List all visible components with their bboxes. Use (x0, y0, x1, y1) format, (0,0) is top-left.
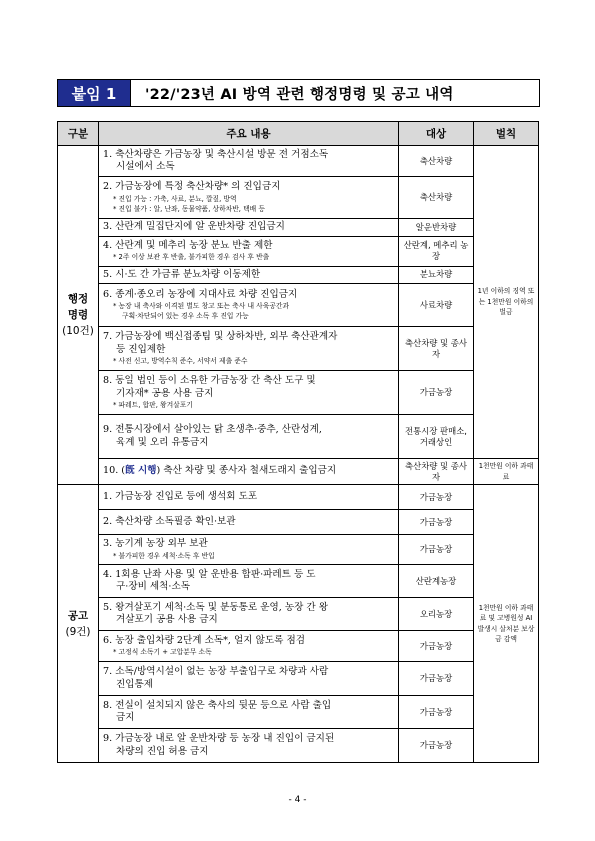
table-row (58, 236, 539, 266)
table-row (58, 510, 539, 535)
notice-target-9: 가금농장 (399, 729, 474, 763)
header-category: 구분 (58, 122, 99, 146)
admin-item-7: 7. 가금농장에 백신접종팀 및 상하차반, 외부 축산관계자 등 진입제한 * 사전 신고, 방역수칙 준수, 서약서 제출 준수 (99, 327, 399, 371)
admin-item-5: 5. 시·도 간 가금류 분뇨차량 이동제한 (99, 266, 399, 284)
notice-penalty: 1천만원 이하 과태료 및 고병원성 AI 발생시 살처분 보상금 감액 (474, 485, 539, 763)
admin-target-6: 사료차량 (399, 284, 474, 327)
table-row (58, 459, 539, 485)
table-row (58, 485, 539, 510)
category-admin (58, 146, 99, 485)
table-row (58, 371, 539, 415)
table-row (58, 729, 539, 763)
table-row (58, 146, 539, 177)
table-row (58, 327, 539, 371)
table-row (58, 219, 539, 237)
admin-item-10: 10. (旣 시행) 축산 차량 및 종사자 철새도래지 출입금지 (99, 459, 399, 485)
notice-item-1: 1. 가금농장 진입로 등에 생석회 도포 (99, 485, 399, 510)
attachment-badge: 붙임 1 (58, 80, 131, 106)
admin-item-9: 9. 전통시장에서 살아있는 닭 초생추·중추, 산란성계, 육계 및 오리 유통금지 (99, 415, 399, 459)
table-row (58, 284, 539, 327)
admin-item-2: 2. 가금농장에 특정 축산차량* 의 진입금지 * 진입 가능 : 가축, 사료, 분뇨, 깔짚, 방역 * 진입 불가 : 알, 난좌, 동물약품, 상하차반, 택배 등 (99, 177, 399, 219)
header-target: 대상 (399, 122, 474, 146)
table-row (58, 266, 539, 284)
table-row (58, 535, 539, 565)
table-row (58, 598, 539, 631)
category-notice-line1: 공고 (67, 609, 89, 622)
admin-item-6: 6. 종계·종오리 농장에 지대사료 차량 진입금지 * 농장 내 축사와 이격된 별도 창고 또는 축사 내 사육공간과 구획·차단되어 있는 경우 소독 후 진입 가능 (99, 284, 399, 327)
notice-item-7: 7. 소독/방역시설이 없는 농장 부출입구로 차량과 사람 진입통제 (99, 662, 399, 696)
admin-target-1: 축산차량 (399, 146, 474, 177)
page-title: '22/'23년 AI 방역 관련 행정명령 및 공고 내역 (145, 86, 454, 103)
category-notice-count: (9건) (65, 625, 91, 638)
already-implemented-tag: 旣 시행 (125, 465, 157, 477)
table-row (58, 631, 539, 662)
table-row (58, 662, 539, 696)
category-admin-count: (10건) (62, 325, 94, 337)
category-admin-line1: 행정 (67, 293, 89, 305)
notice-item-3: 3. 농기계 농장 외부 보관 * 불가피한 경우 세척·소독 후 반입 (99, 535, 399, 565)
category-admin-line2: 명령 (67, 309, 89, 321)
title-box (57, 79, 540, 107)
admin-item-3: 3. 산란계 밀집단지에 알 운반차량 진입금지 (99, 219, 399, 237)
notice-item-2: 2. 축산차량 소독필증 확인·보관 (99, 510, 399, 535)
admin-target-4: 산란계, 메추리 농장 (399, 236, 474, 266)
admin-target-5: 분뇨차량 (399, 266, 474, 284)
admin-target-8: 가금농장 (399, 371, 474, 415)
notice-target-5: 오리농장 (399, 598, 474, 631)
order-table (57, 121, 539, 763)
notice-item-9: 9. 가금농장 내로 알 운반차량 등 농장 내 진입이 금지된 차량의 진입 허용 금지 (99, 729, 399, 763)
category-notice (58, 485, 99, 763)
notice-item-8: 8. 전실이 설치되지 않은 축사의 뒷문 등으로 사람 출입 금지 (99, 696, 399, 729)
admin-penalty-last: 1천만원 이하 과태료 (474, 459, 539, 485)
admin-item-8: 8. 동일 법인 등이 소유한 가금농장 간 축산 도구 및 기자재* 공용 사용 금지 * 파레트, 합판, 왕겨살포기 (99, 371, 399, 415)
admin-target-7: 축산차량 및 종사자 (399, 327, 474, 371)
admin-target-3: 알운반차량 (399, 219, 474, 237)
notice-item-4: 4. 1회용 난좌 사용 및 알 운반용 합판·파레트 등 도 구·장비 세척·소독 (99, 565, 399, 598)
table-row (58, 415, 539, 459)
table-row (58, 696, 539, 729)
notice-target-8: 가금농장 (399, 696, 474, 729)
notice-item-5: 5. 왕겨살포기 세척·소독 및 분동통로 운영, 농장 간 왕 겨살포기 공용 사용 금지 (99, 598, 399, 631)
admin-item-1: 1. 축산차량은 가금농장 및 축산시설 방문 전 거점소독 시설에서 소독 (99, 146, 399, 177)
admin-target-2: 축산차량 (399, 177, 474, 219)
table-row (58, 565, 539, 598)
notice-target-2: 가금농장 (399, 510, 474, 535)
notice-target-1: 가금농장 (399, 485, 474, 510)
page-number: - 4 - (288, 795, 307, 805)
notice-target-6: 가금농장 (399, 631, 474, 662)
header-content: 주요 내용 (99, 122, 399, 146)
notice-item-6: 6. 농장 출입차량 2단계 소독*, 얼지 않도록 점검 * 고정식 소독기 + 고압분무 소독 (99, 631, 399, 662)
admin-penalty-main: 1년 이하의 징역 또는 1천만원 이하의 벌금 (474, 146, 539, 459)
table-row (58, 177, 539, 219)
table-header-row (58, 122, 539, 146)
notice-target-4: 산란계농장 (399, 565, 474, 598)
admin-target-10: 축산차량 및 종사자 (399, 459, 474, 485)
notice-target-3: 가금농장 (399, 535, 474, 565)
admin-item-4: 4. 산란계 및 메추리 농장 분뇨 반출 제한 * 2주 이상 보관 후 반출, 불가피한 경우 검사 후 반출 (99, 236, 399, 266)
header-penalty: 벌칙 (474, 122, 539, 146)
admin-target-9: 전통시장 판매소, 거래상인 (399, 415, 474, 459)
notice-target-7: 가금농장 (399, 662, 474, 696)
